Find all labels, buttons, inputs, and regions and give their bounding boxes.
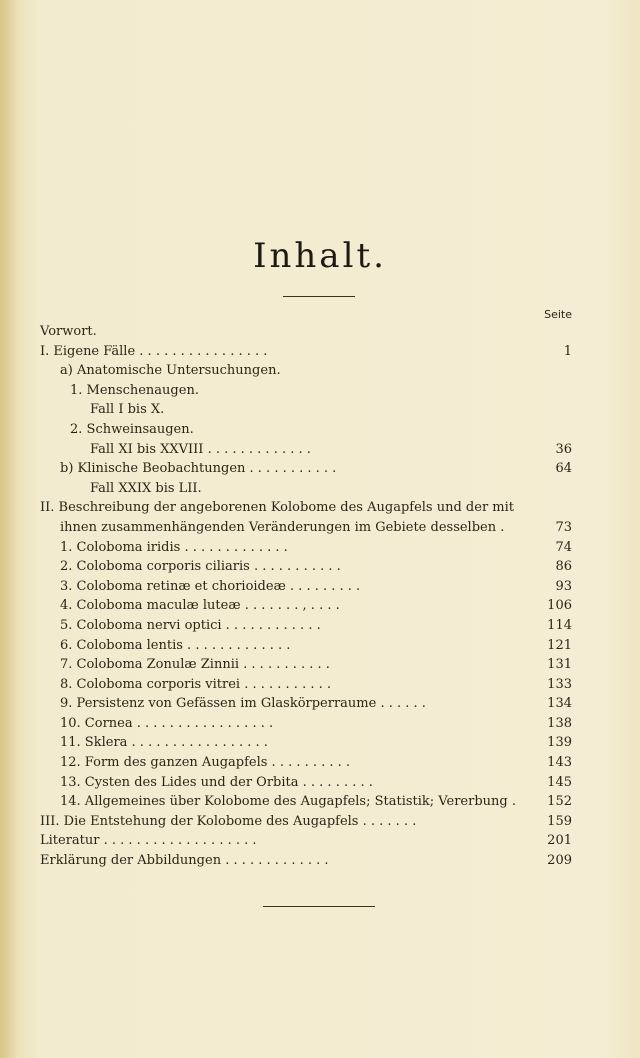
page-edge-shading [0, 0, 18, 1058]
toc-entry-text: 13. Cysten des Lides und der Orbita . . . . . . . . . [60, 774, 373, 790]
toc-entry [40, 498, 572, 518]
toc-entry-page: 159 [547, 813, 572, 829]
toc-entry-page: 209 [547, 853, 572, 869]
toc-entry-page: 138 [547, 715, 572, 731]
toc-entry-page: 74 [555, 539, 572, 555]
toc-entry-page: 93 [555, 578, 572, 594]
toc-entry-page: 131 [547, 657, 572, 673]
bottom-rule [263, 906, 375, 907]
toc-entry-text: b) Klinische Beobachtungen . . . . . . . . . . . [60, 461, 337, 477]
toc-entry [40, 538, 572, 558]
toc-entry-text: 2. Coloboma corporis ciliaris . . . . . . . . . . . [60, 559, 341, 575]
toc-entry-page: 114 [547, 617, 572, 633]
toc-entry-page: 152 [547, 794, 572, 810]
toc-entry-text: 12. Form des ganzen Augapfels . . . . . . . . . . [60, 755, 351, 771]
toc-entry-page: 121 [547, 637, 572, 653]
title-rule [283, 296, 355, 297]
toc-entry [40, 596, 572, 616]
toc-entry-text: Fall I bis X. [90, 402, 165, 418]
toc-entry-text: 1. Menschenaugen. [70, 382, 199, 398]
toc-entry [40, 361, 572, 381]
toc-entry-text: 14. Allgemeines über Kolobome des Augapfels; Statistik; Vererbung . [60, 794, 516, 810]
toc-entry-page: 36 [555, 441, 572, 457]
toc-entry-text: 10. Cornea . . . . . . . . . . . . . . . . . [60, 715, 274, 731]
toc-entry-text: 4. Coloboma maculæ luteæ . . . . . . . , . . . . [60, 598, 340, 614]
toc-entry [40, 322, 572, 342]
toc-entry [40, 851, 572, 871]
toc-entry-text: 5. Coloboma nervi optici . . . . . . . . . . . . [60, 617, 321, 633]
toc-entry [40, 400, 572, 420]
toc-entry-text: Fall XI bis XXVIII . . . . . . . . . . . . . [90, 441, 311, 457]
toc-entry-page: 106 [547, 598, 572, 614]
toc-entry-page: 201 [547, 833, 572, 849]
toc-entry-page: 1 [563, 343, 572, 359]
toc-entry [40, 694, 572, 714]
toc-entry [40, 773, 572, 793]
toc-entry [40, 753, 572, 773]
toc-entry [40, 714, 572, 734]
toc-entry-page: 73 [555, 519, 572, 535]
toc-entry [40, 675, 572, 695]
toc-entry [40, 636, 572, 656]
toc-entry-page: 143 [547, 755, 572, 771]
toc-entry-text: 8. Coloboma corporis vitrei . . . . . . . . . . . [60, 676, 332, 692]
toc-entry [40, 792, 572, 812]
toc-entry [40, 420, 572, 440]
toc-entry-text: 7. Coloboma Zonulæ Zinnii . . . . . . . . . . . [60, 657, 330, 673]
toc-entry-page: 134 [547, 696, 572, 712]
page-title: Inhalt. [253, 236, 387, 276]
toc-entry [40, 831, 572, 851]
toc-entry-text: 6. Coloboma lentis . . . . . . . . . . . . . [60, 637, 291, 653]
toc-entry-page: 139 [547, 735, 572, 751]
toc-entry [40, 479, 572, 499]
toc-entry [40, 557, 572, 577]
toc-entry [40, 440, 572, 460]
toc-entry-text: Vorwort. [40, 324, 97, 339]
toc-entry-text: II. Beschreibung der angeborenen Kolobome des Augapfels und der mit [40, 500, 515, 516]
toc-entry-text: III. Die Entstehung der Kolobome des Augapfels . . . . . . . [40, 813, 417, 829]
toc-entry-text: ihnen zusammenhängenden Veränderungen im Gebiete desselben . [60, 519, 505, 535]
toc-entry-page: 86 [555, 559, 572, 575]
toc-entry-text: 1. Coloboma iridis . . . . . . . . . . . . . [60, 539, 288, 555]
toc-entry-page: 133 [547, 676, 572, 692]
toc-entry [40, 577, 572, 597]
toc-entry [40, 812, 572, 832]
toc-entry-text: I. Eigene Fälle . . . . . . . . . . . . . . . . [40, 343, 268, 359]
toc-entry [40, 518, 572, 538]
toc-entry-text: Literatur . . . . . . . . . . . . . . . . . . . [40, 833, 257, 849]
toc-entry-text: 2. Schweinsaugen. [70, 421, 194, 437]
toc-entry [40, 381, 572, 401]
toc-entry [40, 733, 572, 753]
toc-entry-page: 64 [555, 461, 572, 477]
toc-entry-text: 3. Coloboma retinæ et chorioideæ . . . . . . . . . [60, 578, 361, 594]
toc-entry-text: Erklärung der Abbildungen . . . . . . . . . . . . . [40, 853, 329, 869]
page-column-header: Seite [544, 308, 572, 321]
toc-entry-text: 11. Sklera . . . . . . . . . . . . . . . . . [60, 735, 268, 751]
toc-entry-page: 145 [547, 774, 572, 790]
toc-entry-text: Fall XXIX bis LII. [90, 480, 202, 496]
toc-entry [40, 655, 572, 675]
toc-entry-text: a) Anatomische Untersuchungen. [60, 363, 281, 379]
toc-entry [40, 616, 572, 636]
toc-entry-text: 9. Persistenz von Gefässen im Glaskörperraume . . . . . . [60, 696, 426, 712]
toc-entry [40, 459, 572, 479]
table-of-contents [40, 322, 572, 871]
toc-entry [40, 342, 572, 362]
